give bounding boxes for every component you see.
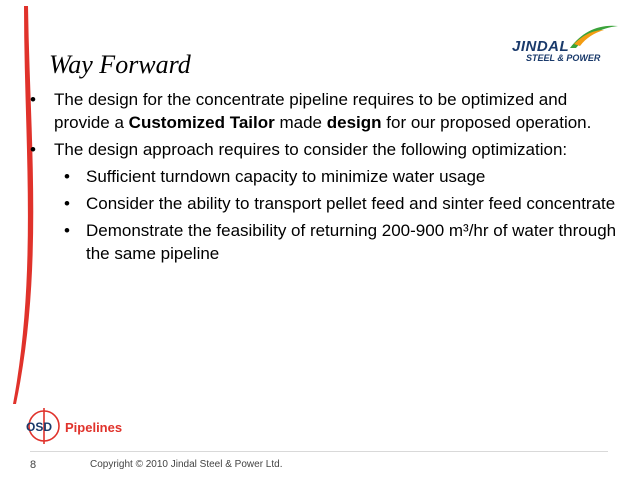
logo-tagline: STEEL & POWER (526, 53, 601, 63)
sub-bullet-item (54, 192, 618, 215)
logo-name: JINDAL (512, 38, 570, 55)
bullet-1-bold-1: Customized Tailor (128, 113, 275, 132)
sub-bullet-text: Consider the ability to transport pellet feed and sinter feed concentrate (86, 194, 616, 213)
osd-pipelines-logo (24, 408, 124, 444)
bullet-marker: • (30, 140, 36, 159)
bullet-1-bold-2: design (326, 113, 382, 132)
osd-label: Pipelines (65, 420, 123, 435)
bullet-marker: • (64, 221, 70, 240)
sub-bullet-text: Demonstrate the feasibility of returning 200-900 m³/hr of water through the same pipeline (86, 221, 617, 263)
sub-bullet-text: Sufficient turndown capacity to minimize water usage (86, 167, 486, 186)
bullet-item-2 (28, 138, 618, 265)
slide-title: Way Forward (49, 50, 191, 79)
page-number: 8 (30, 459, 37, 471)
bullet-marker: • (64, 167, 70, 186)
bullet-marker: • (30, 90, 36, 109)
bullet-item-1 (28, 88, 618, 134)
footer-divider (30, 451, 608, 452)
jindal-logo (512, 20, 624, 64)
bullet-1-text-pre: The design for the concentrate pipeline requires to be optimized and provide a (54, 90, 568, 132)
bullet-1-text-post: for our proposed operation. (381, 113, 592, 132)
sub-bullet-list (54, 165, 618, 265)
sub-bullet-item (54, 219, 618, 265)
bullet-list (28, 88, 618, 269)
bullet-1-text-mid: made (274, 113, 327, 132)
sub-bullet-item (54, 165, 618, 188)
osd-letters: OSD (26, 420, 53, 434)
bullet-2-text: The design approach requires to consider the following optimization: (54, 140, 568, 159)
bullet-marker: • (64, 194, 70, 213)
copyright-text: Copyright © 2010 Jindal Steel & Power Ltd. (90, 459, 283, 470)
